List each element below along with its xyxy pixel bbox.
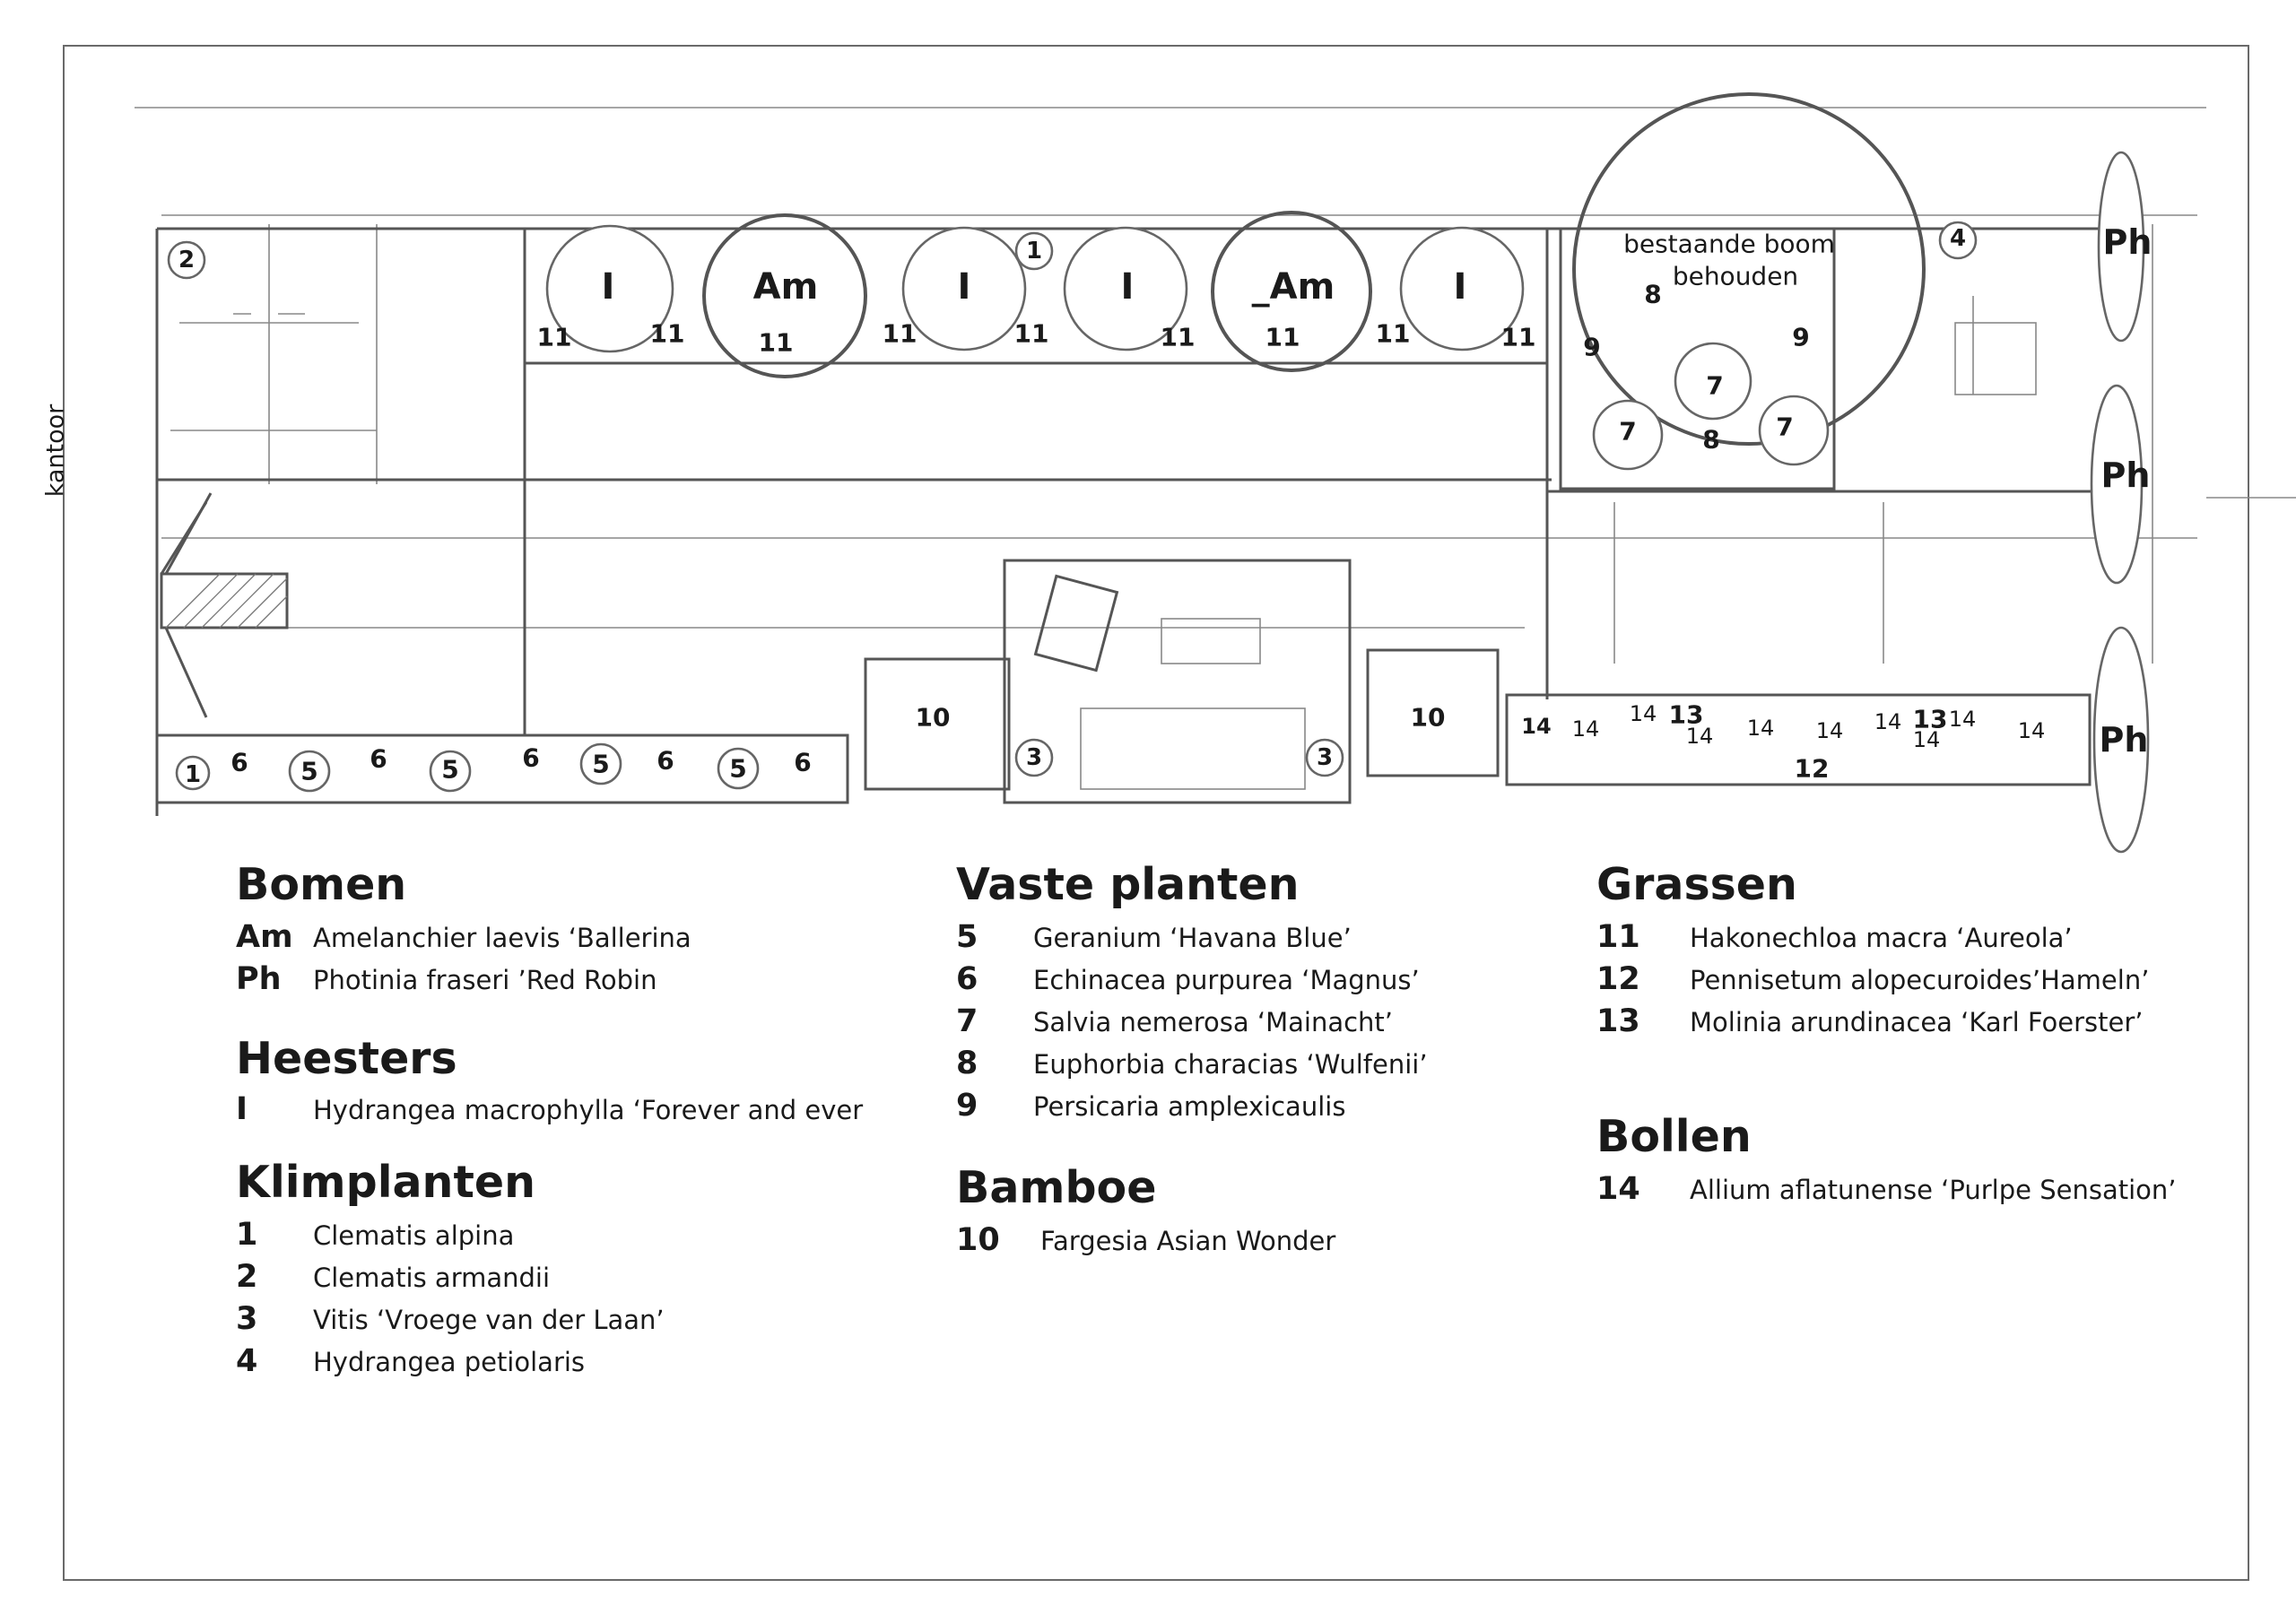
legend-code: 5	[956, 919, 978, 955]
legend-code: 11	[1596, 919, 1640, 955]
legend-group-bomen	[236, 919, 882, 1003]
legend-code: Ph	[236, 961, 282, 997]
legend-code: 7	[956, 1003, 978, 1039]
marker-13: 13	[1668, 699, 1704, 730]
marker-11: 11	[536, 322, 572, 352]
legend-name: Clematis alpina	[313, 1220, 515, 1251]
existing-tree-label-1: bestaande boom	[1623, 229, 1835, 259]
legend-code: 6	[956, 961, 978, 997]
legend-column-2	[956, 859, 1584, 1264]
legend-name: Vitis ‘Vroege van der Laan’	[313, 1305, 665, 1335]
legend-name: Euphorbia characias ‘Wulfenii’	[1033, 1049, 1428, 1080]
marker-14: 14	[1685, 724, 1714, 749]
marker-1: 1	[184, 761, 202, 788]
marker-14: 14	[1746, 716, 1775, 741]
legend-name: Hakonechloa macra ‘Aureola’	[1690, 923, 2073, 953]
legend-title-vaste-planten: Vaste planten	[956, 859, 1300, 910]
legend-code: 4	[236, 1343, 258, 1379]
legend-column-3	[1596, 859, 2224, 1213]
legend-item	[956, 1222, 1584, 1264]
marker-7: 7	[1619, 416, 1637, 447]
marker-8: 8	[1702, 424, 1720, 455]
marker-11: 11	[1265, 322, 1300, 352]
legend-item	[1596, 1171, 2224, 1213]
marker-5: 5	[592, 749, 610, 779]
legend-name: Amelanchier laevis ‘Ballerina	[313, 923, 691, 953]
legend-code: Am	[236, 919, 293, 955]
legend-item	[956, 961, 1584, 1003]
marker-5: 5	[729, 753, 747, 784]
existing-tree-label-2: behouden	[1672, 261, 1799, 291]
marker-i-1: I	[601, 266, 615, 308]
bottom-right-border	[1521, 700, 2045, 784]
marker-ph-1: Ph	[2102, 222, 2152, 262]
marker-11: 11	[1160, 322, 1196, 352]
hatched-step	[166, 574, 287, 628]
legend-name: Photinia fraseri ’Red Robin	[313, 965, 657, 995]
marker-11: 11	[649, 318, 685, 349]
legend-code: 14	[1596, 1171, 1640, 1207]
legend-name: Clematis armandii	[313, 1263, 551, 1293]
legend-name: Echinacea purpurea ‘Magnus’	[1033, 965, 1420, 995]
legend-item	[236, 1343, 882, 1385]
legend-code: 1	[236, 1217, 258, 1253]
legend-code: 9	[956, 1088, 978, 1124]
legend-code: 3	[236, 1301, 258, 1337]
marker-3: 3	[1316, 744, 1334, 771]
legend-group-heesters	[236, 1091, 882, 1133]
legend-name: Molinia arundinacea ‘Karl Foerster’	[1690, 1007, 2144, 1037]
legend-code: 10	[956, 1222, 1000, 1258]
marker-9: 9	[1583, 332, 1601, 362]
legend-code: 2	[236, 1259, 258, 1295]
legend-code: I	[236, 1091, 248, 1127]
marker-11: 11	[1375, 318, 1411, 349]
marker-14: 14	[1948, 707, 1977, 732]
legend-item	[956, 1088, 1584, 1130]
legend-group-klimplanten	[236, 1217, 882, 1385]
marker-6: 6	[522, 742, 540, 773]
legend-item	[236, 919, 882, 961]
marker-14: 14	[2017, 718, 2046, 743]
side-label-kantoor: kantoor	[41, 404, 70, 498]
marker-6: 6	[230, 747, 248, 777]
legend-title-heesters: Heesters	[236, 1033, 457, 1084]
marker-6: 6	[657, 745, 674, 776]
legend-item	[236, 1301, 882, 1343]
legend-item	[236, 1259, 882, 1301]
legend-item	[956, 919, 1584, 961]
marker-6: 6	[794, 747, 812, 777]
marker-7: 7	[1776, 412, 1794, 442]
legend-item	[1596, 1003, 2224, 1046]
legend-title-bollen: Bollen	[1596, 1111, 1752, 1162]
legend-item	[1596, 919, 2224, 961]
legend-name: Hydrangea macrophylla ‘Forever and ever	[313, 1095, 864, 1125]
legend-name: Persicaria amplexicaulis	[1033, 1091, 1346, 1122]
legend-code: 8	[956, 1046, 978, 1081]
marker-14: 14	[1629, 701, 1657, 726]
marker-12: 12	[1794, 753, 1830, 784]
marker-11: 11	[1013, 318, 1049, 349]
legend-code: 13	[1596, 1003, 1640, 1039]
legend-code: 12	[1596, 961, 1640, 997]
marker-11: 11	[1500, 322, 1536, 352]
legend-group-vaste-planten	[956, 919, 1584, 1130]
marker-14: 14	[1912, 727, 1941, 752]
marker-ph-2: Ph	[2100, 456, 2151, 495]
marker-am-2: _Am	[1251, 266, 1335, 308]
marker-i-4: I	[1453, 266, 1467, 308]
legend-group-bamboe	[956, 1222, 1584, 1264]
marker-10: 10	[915, 702, 951, 733]
legend-group-bollen	[1596, 1171, 2224, 1213]
legend-title-grassen: Grassen	[1596, 859, 1797, 910]
legend-title-bamboe: Bamboe	[956, 1162, 1157, 1213]
legend-name: Geranium ‘Havana Blue’	[1033, 923, 1352, 953]
legend-title-klimplanten: Klimplanten	[236, 1157, 535, 1208]
marker-14: 14	[1571, 716, 1600, 742]
marker-11: 11	[758, 327, 794, 358]
marker-8: 8	[1644, 279, 1662, 309]
marker-11: 11	[882, 318, 918, 349]
legend-item	[1596, 961, 2224, 1003]
marker-ph-3: Ph	[2099, 720, 2149, 759]
marker-1: 1	[1025, 238, 1043, 265]
marker-2: 2	[178, 247, 196, 273]
marker-14: 14	[1815, 718, 1844, 743]
legend-item	[236, 1217, 882, 1259]
legend-item	[956, 1046, 1584, 1088]
marker-10: 10	[1410, 702, 1446, 733]
legend-item	[956, 1003, 1584, 1046]
marker-7: 7	[1706, 370, 1724, 401]
legend-group-grassen	[1596, 919, 2224, 1046]
marker-6: 6	[370, 743, 387, 774]
marker-14: 14	[1874, 709, 1902, 734]
marker-i-3: I	[1120, 266, 1135, 308]
marker-13: 13	[1912, 704, 1948, 734]
legend-name: Salvia nemerosa ‘Mainacht’	[1033, 1007, 1394, 1037]
marker-i-2: I	[957, 266, 971, 308]
legend-item	[236, 1091, 882, 1133]
marker-5: 5	[441, 754, 459, 785]
legend-name: Hydrangea petiolaris	[313, 1347, 586, 1377]
bottom-border-perennials	[230, 743, 811, 792]
marker-5: 5	[300, 756, 318, 786]
marker-3: 3	[1025, 744, 1043, 771]
marker-4: 4	[1949, 225, 1967, 252]
legend-name: Pennisetum alopecuroides’Hameln’	[1690, 965, 2150, 995]
marker-am-1: Am	[752, 266, 819, 308]
legend-name: Allium aflatunense ‘Purlpe Sensation’	[1690, 1175, 2177, 1205]
marker-9: 9	[1792, 322, 1810, 352]
legend-title-bomen: Bomen	[236, 859, 407, 910]
legend-column-1	[236, 859, 882, 1385]
legend-item	[236, 961, 882, 1003]
legend-name: Fargesia Asian Wonder	[1040, 1226, 1336, 1256]
marker-14: 14	[1521, 714, 1552, 739]
construction-lines	[135, 108, 2296, 789]
